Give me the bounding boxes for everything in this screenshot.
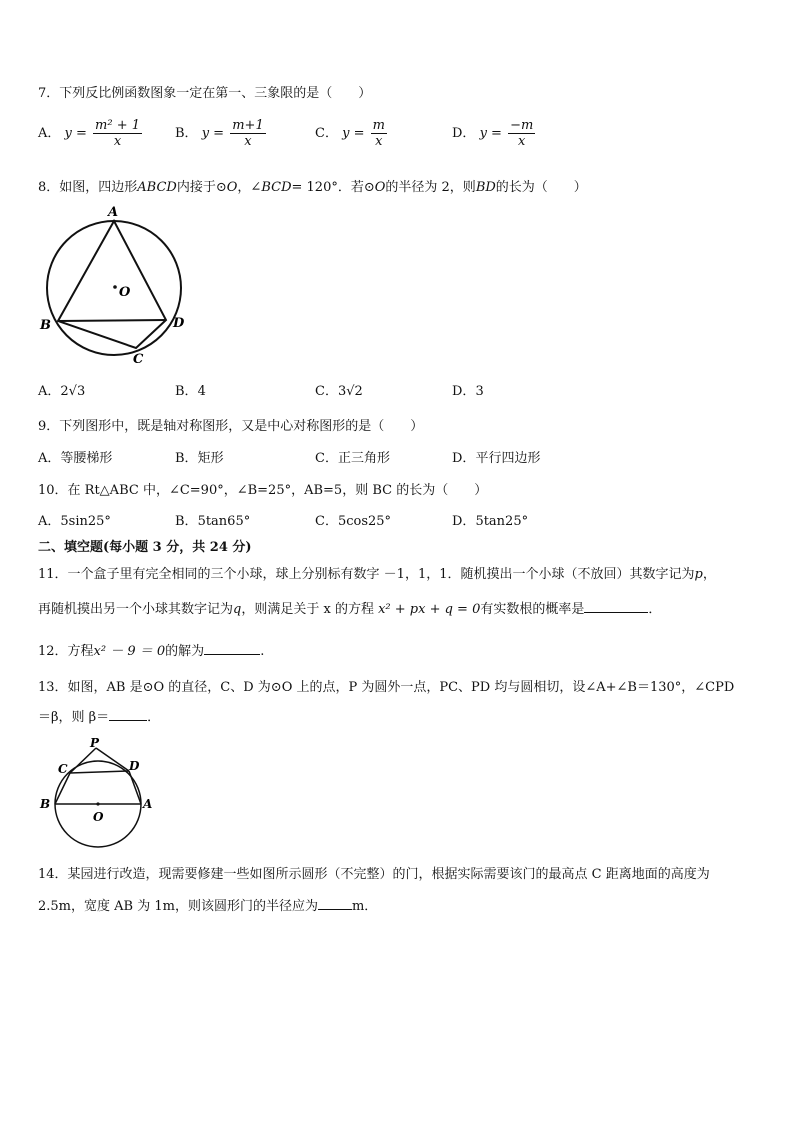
q11-var-p: p <box>694 567 703 582</box>
q11-text: 11．一个盒子里有完全相同的三个小球，球上分别标有数字 －1，1，1．随机摸出一个小球（不放回）其数字记为 <box>38 567 695 582</box>
q8-text: 的半径为 2，则 <box>385 180 476 195</box>
q8-label-c: C <box>133 352 144 367</box>
option-label: C． <box>315 384 338 399</box>
q8-label-b: B <box>40 318 51 333</box>
q8-diagonal-bd <box>58 320 166 321</box>
denominator: x <box>113 134 122 149</box>
q8-segment: BD <box>475 180 496 195</box>
option-value: 等腰梯形 <box>60 451 113 466</box>
q8-text: 的长为（ ） <box>495 180 587 195</box>
q9-option-b[interactable] <box>175 447 224 466</box>
q13-answer-blank[interactable] <box>109 708 147 721</box>
fraction-lhs: y = <box>479 126 502 141</box>
q9-option-d[interactable] <box>452 447 540 466</box>
q13-tangent-pc <box>70 748 96 773</box>
fraction <box>508 118 535 149</box>
option-label: C． <box>315 126 338 141</box>
option-label: A． <box>38 384 61 399</box>
q13-line2 <box>38 706 160 725</box>
q8-label-d: D <box>173 316 185 331</box>
q13-label-o: O <box>93 810 104 824</box>
q13-center-dot <box>96 802 99 805</box>
q8-label-o: O <box>119 285 131 300</box>
q7-option-c[interactable] <box>315 118 389 149</box>
q8-text: = 120°．若⊙ <box>291 180 375 195</box>
option-value: 4 <box>197 384 206 399</box>
q8-option-d[interactable] <box>452 380 484 399</box>
denominator: x <box>375 134 383 149</box>
option-label: B． <box>175 384 198 399</box>
q10-option-d[interactable] <box>452 510 528 529</box>
q8-text: ，∠ <box>237 180 262 195</box>
fraction-lhs: y = <box>201 126 225 141</box>
q9-option-c[interactable] <box>315 447 390 466</box>
q10-option-c[interactable] <box>315 510 391 529</box>
q14-answer-blank[interactable] <box>318 897 352 910</box>
q14-text: 2.5m，宽度 AB 为 1m，则该圆形门的半径应为 <box>38 899 318 914</box>
q11-comma: ， <box>702 567 716 582</box>
q11-line2 <box>38 598 661 617</box>
q8-option-c[interactable] <box>315 380 363 399</box>
fraction <box>230 118 266 149</box>
q8-figure <box>36 200 196 370</box>
q8-circle-o: O <box>374 180 386 195</box>
q9-option-a[interactable] <box>38 447 112 466</box>
option-label: A． <box>38 514 61 529</box>
q13-segment-ad <box>129 771 141 804</box>
q11-text: 有实数根的概率是 <box>480 602 585 617</box>
q8-quadrilateral-shape <box>58 221 166 348</box>
q13-label-b: B <box>40 797 51 811</box>
q8-text: 内接于⊙ <box>176 180 227 195</box>
fraction-lhs: y = <box>342 126 365 141</box>
q13-figure <box>36 735 160 855</box>
denominator: x <box>244 134 252 149</box>
q13-segment-cd <box>70 771 129 773</box>
numerator: −m <box>510 118 534 133</box>
q11-text: ，则满足关于 x 的方程 <box>241 602 374 617</box>
option-value: 2√3 <box>60 384 86 399</box>
option-label: D． <box>452 384 476 399</box>
q10-option-a[interactable] <box>38 510 111 529</box>
q14-line2 <box>38 895 377 914</box>
option-label: B． <box>175 126 198 141</box>
denominator: x <box>518 134 526 149</box>
numerator: m² + 1 <box>95 118 141 133</box>
option-value: 矩形 <box>197 451 224 466</box>
q12-answer-blank[interactable] <box>204 642 260 655</box>
q9-stem: 9．下列图形中，既是轴对称图形，又是中心对称图形的是（ ） <box>38 419 424 434</box>
option-value: 5sin25° <box>60 514 111 529</box>
fraction <box>93 118 142 149</box>
option-label: B． <box>175 451 198 466</box>
q8-option-b[interactable] <box>175 380 206 399</box>
q13-text: ＝β，则 β＝ <box>38 710 110 725</box>
q8-text: 8．如图，四边形 <box>38 180 138 195</box>
q13-end: ． <box>147 710 161 725</box>
q11-var-q: q <box>233 602 242 617</box>
q8-circle-o: O <box>226 180 238 195</box>
q11-line1 <box>38 563 716 582</box>
q10-option-b[interactable] <box>175 510 250 529</box>
option-value: 5tan65° <box>197 514 251 529</box>
q12-text: 12．方程 <box>38 644 94 659</box>
option-label: A． <box>38 451 61 466</box>
q13-label-d: D <box>129 759 140 773</box>
option-label: B． <box>175 514 198 529</box>
option-label: C． <box>315 514 338 529</box>
q11-answer-blank[interactable] <box>584 600 648 613</box>
q8-quadrilateral: ABCD <box>137 180 177 195</box>
option-value: 平行四边形 <box>475 451 541 466</box>
q8-option-a[interactable] <box>38 380 85 399</box>
option-label: D． <box>452 451 476 466</box>
q8-label-a: A <box>108 205 119 220</box>
fraction-lhs: y = <box>64 126 87 141</box>
q12-text: 的解为 <box>165 644 205 659</box>
q12-end: . <box>260 644 265 659</box>
q13-label-a: A <box>143 797 153 811</box>
option-label: D． <box>452 514 476 529</box>
q13-label-c: C <box>58 762 68 776</box>
q7-option-b[interactable] <box>175 118 268 149</box>
q7-option-a[interactable] <box>38 118 144 149</box>
q11-equation: x² + px + q = 0 <box>378 602 481 617</box>
q11-text: 再随机摸出另一个小球其数字记为 <box>38 602 234 617</box>
option-value: 3 <box>475 384 484 399</box>
q13-line1: 13．如图，AB 是⊙O 的直径，C、D 为⊙O 上的点，P 为圆外一点，PC、PD 均与圆相切，设∠A+∠B＝130°，∠CPD <box>38 680 735 695</box>
q13-label-p: P <box>90 736 100 750</box>
q8-center-dot <box>113 285 117 289</box>
q14-line1: 14．某园进行改造，现需要修建一些如图所示圆形（不完整）的门，根据实际需要该门的最高点 C 距离地面的高度为 <box>38 867 710 882</box>
option-value: 3√2 <box>337 384 363 399</box>
q11-end: ． <box>648 602 662 617</box>
option-value: 正三角形 <box>337 451 390 466</box>
q7-option-d[interactable] <box>452 118 537 149</box>
section-heading: 二、填空题(每小题 3 分，共 24 分) <box>38 540 252 555</box>
numerator: m+1 <box>232 118 264 133</box>
option-label: A． <box>38 126 61 141</box>
q8-angle: BCD <box>261 180 292 195</box>
q10-stem: 10．在 Rt△ABC 中，∠C=90°，∠B=25°，AB=5，则 BC 的长为（ ） <box>38 483 488 498</box>
option-value: 5cos25° <box>337 514 392 529</box>
numerator: m <box>372 118 385 133</box>
q12-line <box>38 640 264 659</box>
q8-stem <box>38 176 587 195</box>
q12-equation: x² － 9 ＝ 0 <box>93 644 166 659</box>
q7-stem: 7．下列反比例函数图象一定在第一、三象限的是（ ） <box>38 86 372 101</box>
option-value: 5tan25° <box>475 514 529 529</box>
option-label: D． <box>452 126 476 141</box>
q14-unit: m． <box>351 899 378 914</box>
option-label: C． <box>315 451 338 466</box>
fraction <box>371 118 387 149</box>
q13-tangent-pd <box>96 748 129 771</box>
